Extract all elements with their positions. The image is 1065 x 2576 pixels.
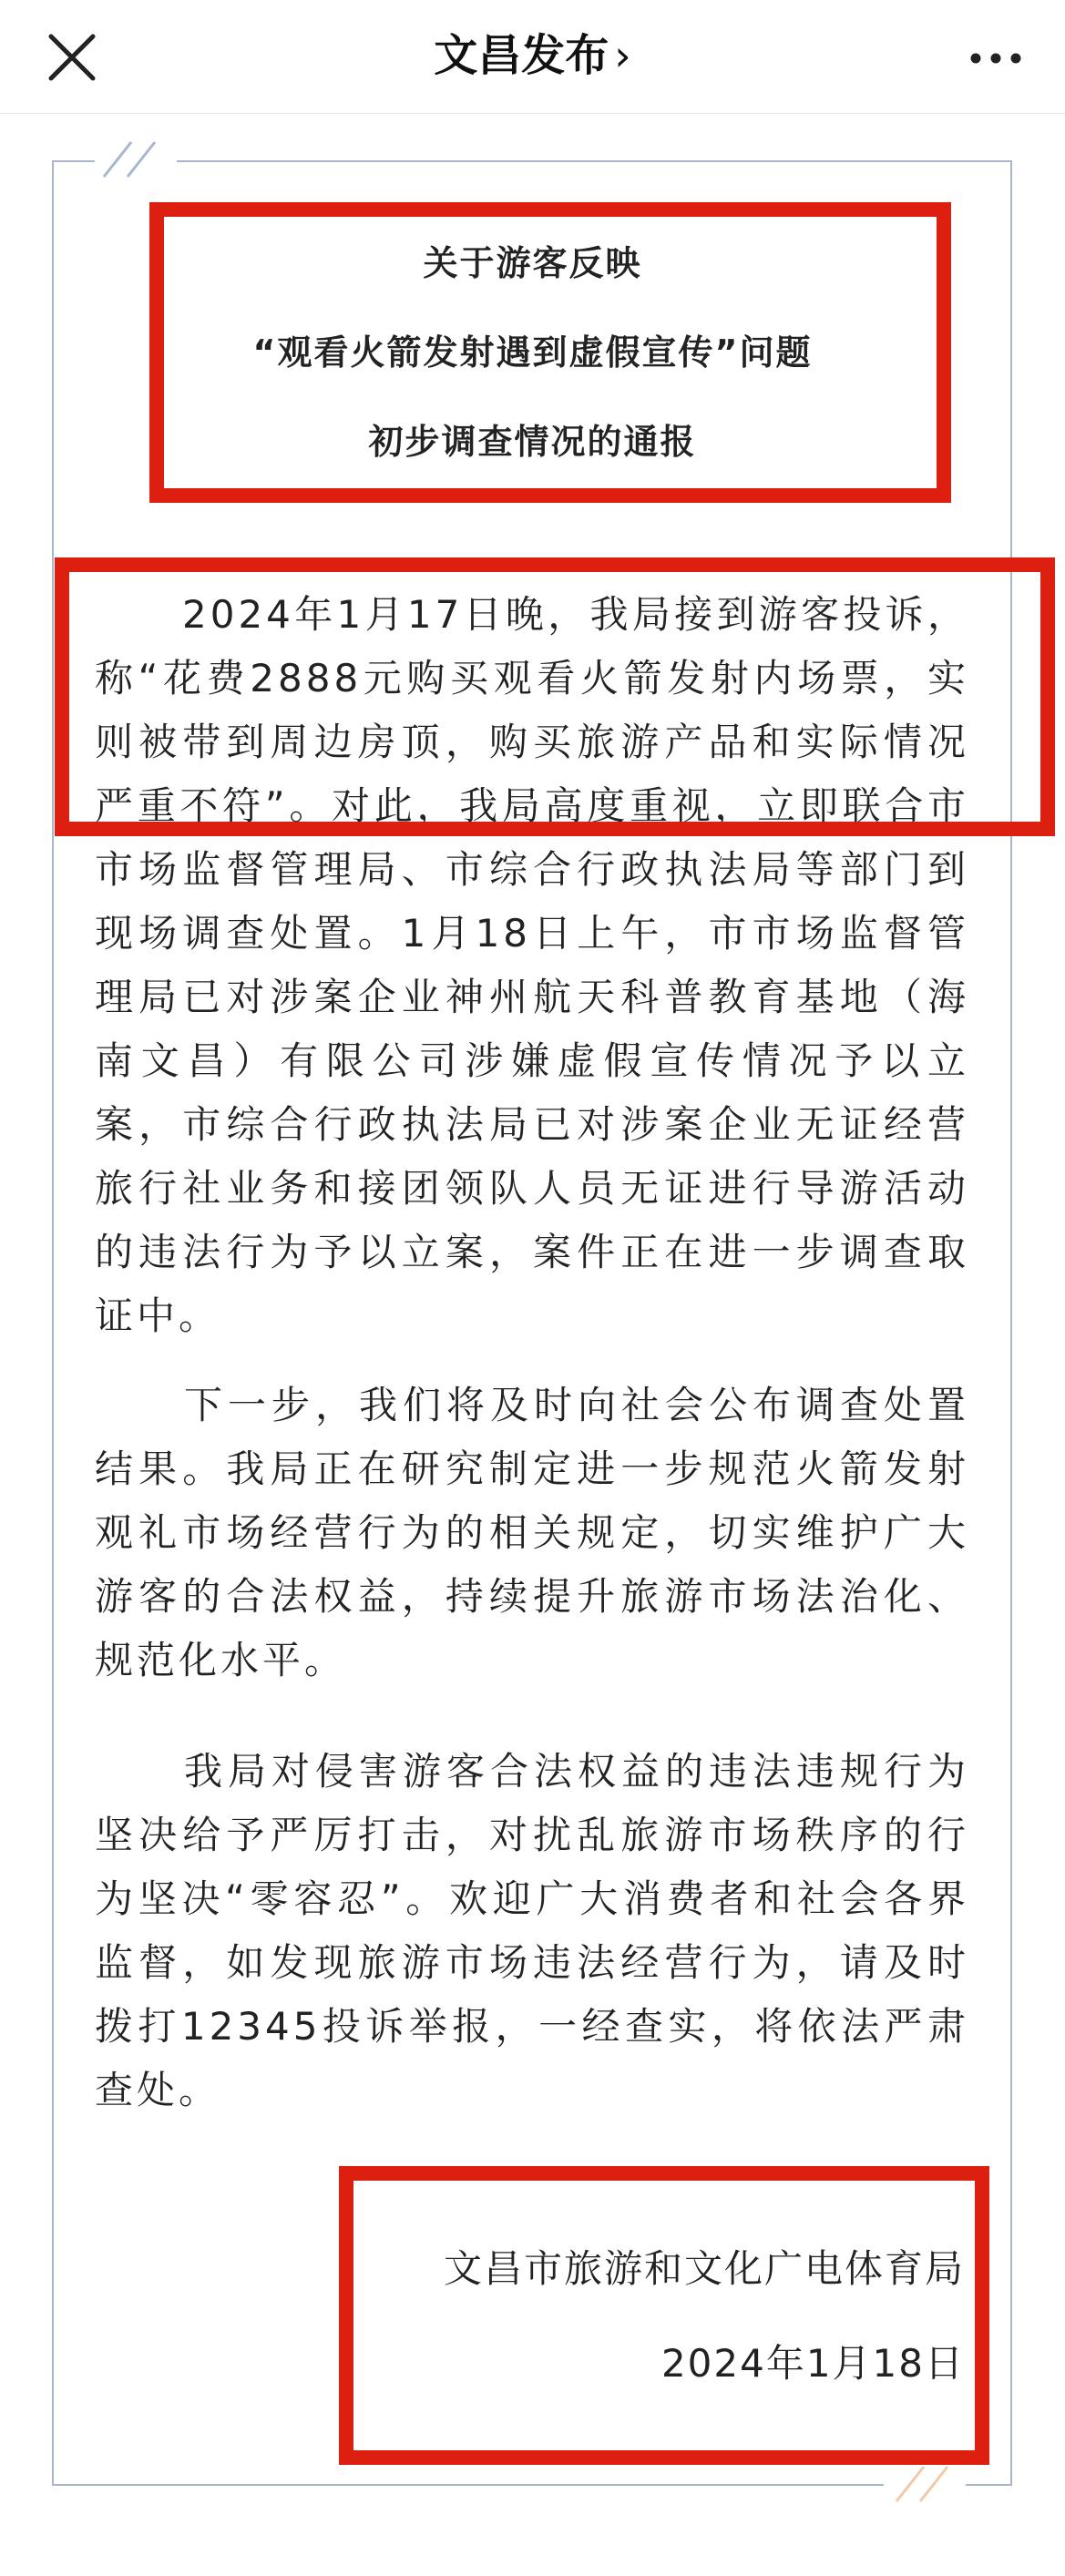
- article-title-line-3: 初步调查情况的通报: [368, 422, 697, 462]
- paragraph-2-text: 下一步，我们将及时向社会公布调查处置结果。我局正在研究制定进一步规范火箭发射观礼市场经营行为的相关规定，切实维护广大游客的合法权益，持续提升旅游市场法治化、规范化水平。: [95, 1383, 969, 1682]
- top-navigation-bar: [0, 0, 1065, 114]
- paragraph-1-text: 2024年1月17日晚，我局接到游客投诉，称“花费2888元购买观看火箭发射内场票，实则被带到周边房顶，购买旅游产品和实际情况严重不符”。对此，我局高度重视，立即联合市市场监督管理局、市综合行政执法局等部门到现场调查处置。1月18日上午，市市场监督管理局已对涉案企业神州航天科普教育基地（海南文昌）有限公司涉嫌虚假宣传情况予以立案，市综合行政执法局已对涉案企业无证经营旅行社业务和接团领队人员无证进行导游活动的违法行为予以立案，案件正在进一步调查取证中。: [95, 592, 969, 1338]
- signature-date: 2024年1月18日: [661, 2341, 965, 2386]
- article-title-line-1: 关于游客反映: [423, 243, 642, 283]
- more-button[interactable]: [965, 33, 1027, 84]
- article-title-line-2: “观看火箭发射遇到虚假宣传”问题: [252, 332, 813, 373]
- signature-issuer: 文昌市旅游和文化广电体育局: [443, 2246, 965, 2291]
- account-title-link[interactable]: [0, 24, 1065, 87]
- highlight-box-signature: [339, 2166, 989, 2465]
- paragraph-3: [95, 1740, 969, 2122]
- paragraph-3-text: 我局对侵害游客合法权益的违法违规行为坚决给予严厉打击，对扰乱旅游市场秩序的行为坚决“零容忍”。欢迎广大消费者和社会各界监督，如发现旅游市场违法经营行为，请及时拨打12345投诉举报，一经查实，将依法严肃查处。: [95, 1749, 969, 2112]
- paragraph-2: [95, 1374, 969, 1692]
- decorative-slashes-icon: [95, 137, 177, 182]
- highlight-box-complaint: [55, 557, 1055, 836]
- decorative-slashes-icon: [884, 2461, 966, 2507]
- account-name: 文昌发布: [434, 30, 609, 81]
- chevron-right-icon: ›: [614, 31, 631, 80]
- more-dots-icon: [965, 33, 1027, 84]
